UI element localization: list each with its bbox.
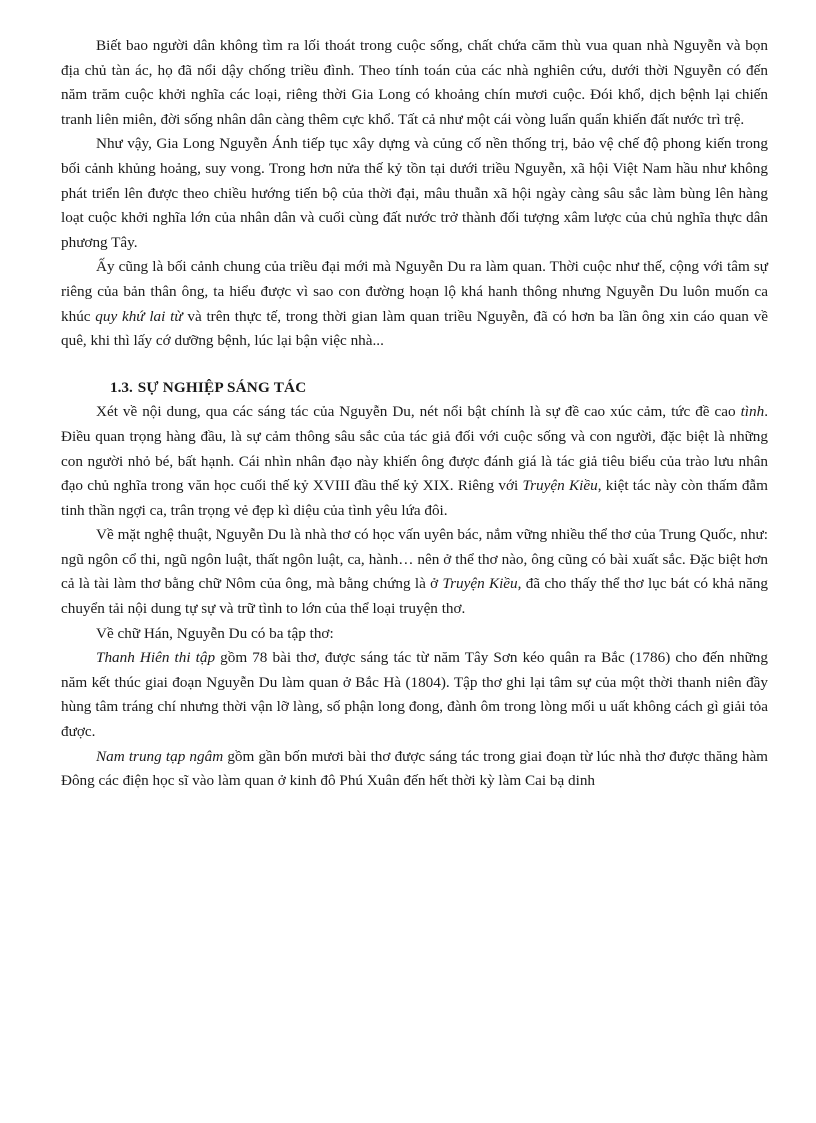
emphasis-word: tình (740, 403, 765, 421)
book-title: Truyện Kiều (522, 477, 598, 495)
paragraph-nam-trung (61, 745, 768, 794)
book-title: Thanh Hiên thi tập (96, 649, 216, 667)
paragraph-text: Xét về nội dung, qua các sáng tác của Nguyễn Du, nét nổi bật chính là sự đề cao xúc cảm, tức đề cao (96, 403, 741, 421)
paragraph-uprisings (61, 34, 768, 132)
paragraph-text: Về mặt nghệ thuật, Nguyễn Du là nhà thơ có học vấn uyên bác, nắm vững nhiều thể thơ của Trung Quốc, như: ngũ ngôn cổ thi, ngũ ngôn luật, thất ngôn luật, ca, hành… nên ở thể thơ nào, ông cũng có bài xuất sắc. Đặc biệt hơn cả là tài làm thơ bằng chữ Nôm của ông, mà bằng chứng là ở (61, 526, 768, 593)
paragraph-text: Biết bao người dân không tìm ra lối thoát trong cuộc sống, chất chứa căm thù vua quan nhà Nguyễn và bọn địa chủ tàn ác, họ đã nổi dậy chống triều đình. Theo tính toán của các nhà nghiên cứu, dưới thời Nguyễn có đến năm trăm cuộc khởi nghĩa các loại, riêng thời Gia Long có khoảng chín mươi cuộc. Đói khổ, dịch bệnh lại chiến tranh liên miên, đời sống nhân dân càng thêm cực khổ. Tất cả như một cái vòng luẩn quẩn khiến đất nước trì trệ. (61, 37, 768, 128)
paragraph-text: gồm 78 bài thơ, được sáng tác từ năm Tây Sơn kéo quân ra Bắc (1786) cho đến những năm kết thúc giai đoạn Nguyễn Du làm quan ở Bắc Hà (1804). Tập thơ ghi lại tâm sự của một thời thanh niên đầy hùng tâm tráng chí nhưng thời vận lỡ làng, số phận long đong, đành ôm trong lòng mối u uất không cách gì giải tỏa được. (61, 649, 768, 741)
section-heading (61, 376, 768, 401)
paragraph-content-themes (61, 400, 768, 523)
paragraph-text: Ấy cũng là bối cảnh chung của triều đại mới mà Nguyễn Du ra làm quan. Thời cuộc như thế, cộng với tâm sự riêng của bản thân ông, ta hiểu được vì sao con đường hoạn lộ khá hanh thông nhưng Nguyễn Du luôn muốn ca khúc (61, 258, 768, 325)
paragraph-text: gồm gần bốn mươi bài thơ được sáng tác trong giai đoạn từ lúc nhà thơ được thăng hàm Đông các điện học sĩ vào làm quan ở kinh đô Phú Xuân đến hết thời kỳ làm Cai bạ dinh (61, 747, 768, 790)
paragraph-text: . Điều quan trọng hàng đầu, là sự cảm thông sâu sắc của tác giả đối với cuộc sống và con người, đặc biệt là những con người nhỏ bé, bất hạnh. Cái nhìn nhân đạo này khiến ông được đánh giá là tác giả tiêu biểu của trào lưu nhân đạo chủ nghĩa trong văn học cuối thế kỷ XVIII đầu thế kỷ XIX. Riêng với (61, 403, 768, 495)
paragraph-artistry (61, 523, 768, 621)
section-title: SỰ NGHIỆP SÁNG TÁC (137, 378, 307, 396)
paragraph-text: , đã cho thấy thể thơ lục bát có khả năng chuyển tải nội dung tự sự và trữ tình to lớn của thể loại truyện thơ. (61, 575, 768, 618)
emphasis-phrase: quy khứ lai từ (95, 307, 183, 325)
paragraph-nguyen-du-context (61, 255, 768, 353)
document-page (61, 34, 768, 794)
paragraph-text: và trên thực tế, trong thời gian làm quan triều Nguyễn, đã có hơn ba lần ông xin cáo quan về quê, khi thì lấy cớ dưỡng bệnh, lúc lại bận việc nhà... (61, 307, 768, 350)
paragraph-thanh-hien (61, 646, 768, 744)
section-number: 1.3. (110, 378, 133, 396)
paragraph-han-collections (61, 622, 768, 647)
book-title: Truyện Kiều (442, 575, 518, 593)
paragraph-text: , kiệt tác này còn thấm đẫm tinh thần ngợi ca, trân trọng vẻ đẹp kì diệu của tình yêu lứa đôi. (61, 477, 768, 519)
paragraph-text: Về chữ Hán, Nguyễn Du có ba tập thơ: (96, 624, 334, 642)
book-title: Nam trung tạp ngâm (96, 747, 224, 765)
paragraph-gia-long (61, 132, 768, 255)
paragraph-text: Như vậy, Gia Long Nguyễn Ánh tiếp tục xây dựng và củng cố nền thống trị, bảo vệ chế độ phong kiến trong bối cảnh khủng hoảng, suy vong. Trong hơn nửa thế kỷ tồn tại dưới triều Nguyễn, xã hội Việt Nam hầu như không phát triển lên được theo chiều hướng tiến bộ của thời đại, mâu thuẫn xã hội ngày càng sâu sắc làm bùng lên hàng loạt cuộc khởi nghĩa lớn của nhân dân và cuối cùng đất nước trở thành đối tượng xâm lược của chủ nghĩa thực dân phương Tây. (61, 135, 768, 251)
